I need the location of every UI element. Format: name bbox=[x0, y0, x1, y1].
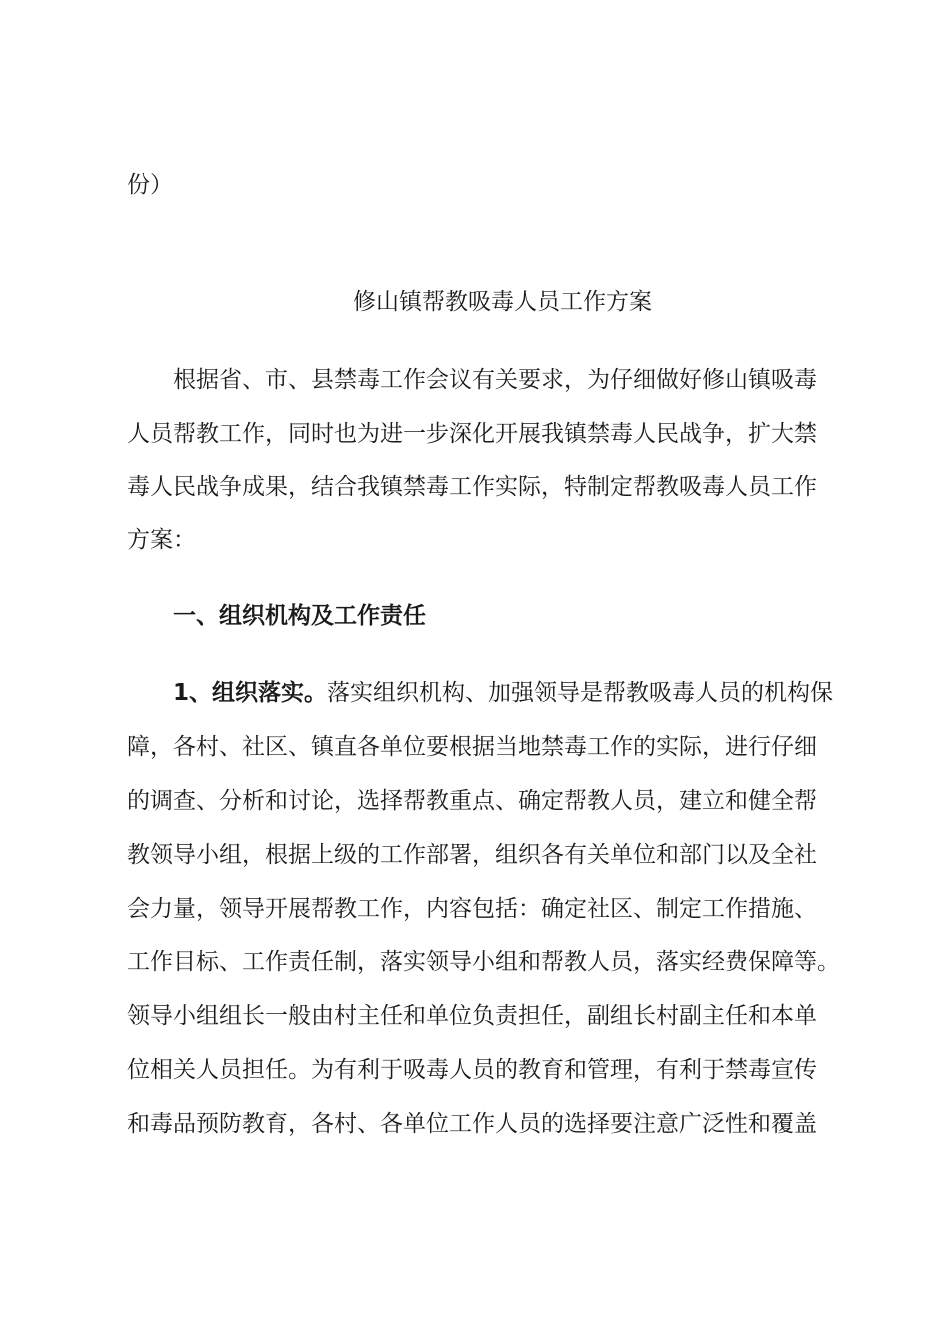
item1-line: 和毒品预防教育，各村、各单位工作人员的选择要注意广泛性和覆盖 bbox=[127, 1111, 817, 1137]
intro-line: 毒人民战争成果，结合我镇禁毒工作实际，特制定帮教吸毒人员工作 bbox=[127, 474, 817, 500]
item1-line: 的调查、分析和讨论，选择帮教重点、确定帮教人员，建立和健全帮 bbox=[127, 788, 817, 814]
intro-line: 人员帮教工作，同时也为进一步深化开展我镇禁毒人民战争，扩大禁 bbox=[127, 421, 817, 447]
item1-line: 位相关人员担任。为有利于吸毒人员的教育和管理，有利于禁毒宣传 bbox=[127, 1057, 817, 1083]
item1-first-line-text: 落实组织机构、加强领导是帮教吸毒人员的机构保 bbox=[327, 680, 834, 706]
item1-first-line bbox=[173, 678, 833, 708]
document-title: 修山镇帮教吸毒人员工作方案 bbox=[353, 289, 652, 315]
item1-lead: 1、组织落实。 bbox=[173, 680, 328, 706]
intro-line: 方案： bbox=[127, 527, 196, 553]
intro-line: 根据省、市、县禁毒工作会议有关要求，为仔细做好修山镇吸毒 bbox=[173, 367, 817, 393]
item1-line: 会力量，领导开展帮教工作，内容包括：确定社区、制定工作措施、 bbox=[127, 896, 817, 922]
item1-line: 领导小组组长一般由村主任和单位负责担任，副组长村副主任和本单 bbox=[127, 1003, 817, 1029]
item1-line: 工作目标、工作责任制，落实领导小组和帮教人员，落实经费保障等。 bbox=[127, 949, 840, 975]
item1-line: 教领导小组，根据上级的工作部署，组织各有关单位和部门以及全社 bbox=[127, 842, 817, 868]
section-heading: 一、组织机构及工作责任 bbox=[173, 603, 426, 629]
continuation-fragment: 份） bbox=[127, 172, 173, 198]
item1-line: 障，各村、社区、镇直各单位要根据当地禁毒工作的实际，进行仔细 bbox=[127, 734, 817, 760]
